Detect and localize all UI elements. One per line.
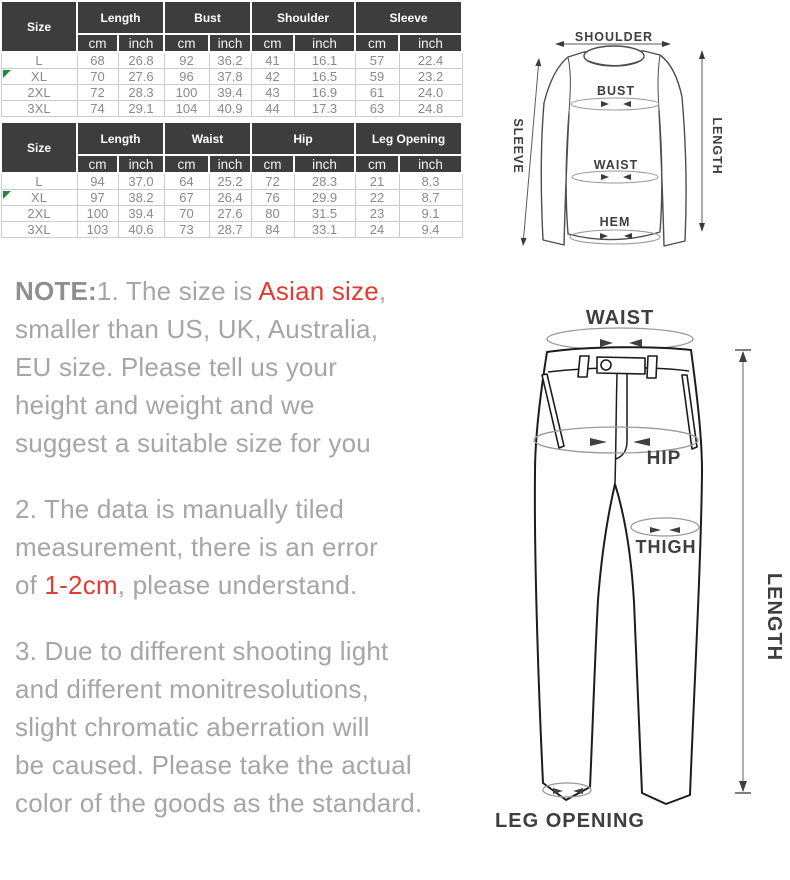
value-cell: 43 <box>251 85 294 101</box>
unit-header: cm <box>355 155 399 173</box>
value-cell: 36.2 <box>209 52 251 69</box>
value-cell: 38.2 <box>118 190 164 206</box>
value-cell: 22 <box>355 190 399 206</box>
value-cell: 31.5 <box>294 206 355 222</box>
note-text: , <box>378 276 387 306</box>
value-cell: 29.9 <box>294 190 355 206</box>
value-cell: 9.1 <box>399 206 462 222</box>
value-cell: 70 <box>164 206 209 222</box>
size-cell: XL <box>1 69 77 85</box>
column-header: Leg Opening <box>355 122 462 155</box>
note-text: EU size. Please tell us your <box>15 352 338 382</box>
value-cell: 72 <box>251 173 294 190</box>
note-text: suggest a suitable size for you <box>15 428 371 458</box>
note-text: height and weight and we <box>15 390 315 420</box>
waist-label: WAIST <box>593 158 639 172</box>
arrowhead <box>739 351 747 362</box>
table-row <box>1 190 462 206</box>
shirt-measurement-diagram <box>480 0 790 262</box>
table-row <box>1 101 462 117</box>
value-cell: 64 <box>164 173 209 190</box>
unit-header: cm <box>251 34 294 52</box>
note-line <box>15 784 470 822</box>
unit-header: cm <box>251 155 294 173</box>
value-cell: 24.0 <box>399 85 462 101</box>
note-text: color of the goods as the standard. <box>15 788 423 818</box>
belt-loop <box>578 356 589 377</box>
value-cell: 68 <box>77 52 118 69</box>
size-cell: 3XL <box>1 101 77 117</box>
value-cell: 41 <box>251 52 294 69</box>
size-cell: 3XL <box>1 222 77 238</box>
arrowhead <box>535 58 541 66</box>
value-cell: 70 <box>77 69 118 85</box>
value-cell: 16.5 <box>294 69 355 85</box>
size-cell: L <box>1 52 77 69</box>
note-text: measurement, there is an error <box>15 532 378 562</box>
value-cell: 23.2 <box>399 69 462 85</box>
column-header: Size <box>1 122 77 173</box>
note-text: and different monitresolutions, <box>15 674 370 704</box>
table-header <box>1 1 462 52</box>
unit-header: cm <box>164 34 209 52</box>
note-line <box>15 708 470 746</box>
arrowhead <box>521 238 527 246</box>
value-cell: 25.2 <box>209 173 251 190</box>
value-cell: 63 <box>355 101 399 117</box>
value-cell: 26.8 <box>118 52 164 69</box>
arrowhead <box>629 339 642 347</box>
arrowhead <box>600 339 613 347</box>
unit-header: inch <box>399 34 462 52</box>
note-text: be caused. Please take the actual <box>15 750 412 780</box>
note-3 <box>15 632 470 822</box>
size-cell: 2XL <box>1 85 77 101</box>
value-cell: 26.4 <box>209 190 251 206</box>
unit-header: inch <box>294 34 355 52</box>
note-line <box>15 386 470 424</box>
value-cell: 21 <box>355 173 399 190</box>
unit-header: inch <box>209 34 251 52</box>
highlighted-text: Asian size <box>258 276 379 306</box>
note-line <box>15 310 470 348</box>
value-cell: 72 <box>77 85 118 101</box>
thigh-label: THIGH <box>635 537 697 557</box>
note-2 <box>15 490 470 604</box>
value-cell: 24.8 <box>399 101 462 117</box>
column-header: Sleeve <box>355 1 462 34</box>
arrowhead <box>662 41 671 47</box>
table-row <box>1 173 462 190</box>
note-text: of <box>15 570 45 600</box>
waist-label: WAIST <box>585 307 655 329</box>
pants-outline <box>535 347 702 804</box>
value-cell: 37.8 <box>209 69 251 85</box>
top-size-table <box>0 0 463 117</box>
hip-label: HIP <box>646 448 682 469</box>
size-cell: XL <box>1 190 77 206</box>
hem-label: HEM <box>599 215 631 229</box>
note-text: slight chromatic aberration will <box>15 712 370 742</box>
value-cell: 44 <box>251 101 294 117</box>
note-line <box>15 348 470 386</box>
shoulder-label: SHOULDER <box>574 30 654 44</box>
value-cell: 8.3 <box>399 173 462 190</box>
value-cell: 8.7 <box>399 190 462 206</box>
length-label: LENGTH <box>710 117 724 175</box>
value-cell: 80 <box>251 206 294 222</box>
arrowhead <box>739 781 747 792</box>
length-label: LENGTH <box>763 572 785 662</box>
value-cell: 40.9 <box>209 101 251 117</box>
unit-header: inch <box>209 155 251 173</box>
unit-header: inch <box>294 155 355 173</box>
note-text: , please understand. <box>117 570 358 600</box>
note-text: 3. Due to different shooting light <box>15 636 389 666</box>
value-cell: 22.4 <box>399 52 462 69</box>
arrowhead <box>699 223 705 232</box>
note-line <box>15 424 470 462</box>
value-cell: 33.1 <box>294 222 355 238</box>
table-row <box>1 85 462 101</box>
note-text: 1. The size is <box>96 276 259 306</box>
value-cell: 23 <box>355 206 399 222</box>
note-1 <box>15 272 470 462</box>
value-cell: 74 <box>77 101 118 117</box>
note-line <box>15 566 470 604</box>
value-cell: 39.4 <box>118 206 164 222</box>
unit-header: cm <box>355 34 399 52</box>
value-cell: 9.4 <box>399 222 462 238</box>
unit-header: cm <box>164 155 209 173</box>
value-cell: 100 <box>77 206 118 222</box>
unit-header: cm <box>77 155 118 173</box>
arrowhead <box>699 50 705 59</box>
bust-label: BUST <box>596 84 636 98</box>
value-cell: 92 <box>164 52 209 69</box>
table-row <box>1 52 462 69</box>
value-cell: 24 <box>355 222 399 238</box>
value-cell: 39.4 <box>209 85 251 101</box>
value-cell: 84 <box>251 222 294 238</box>
value-cell: 17.3 <box>294 101 355 117</box>
value-cell: 94 <box>77 173 118 190</box>
table-row <box>1 69 462 85</box>
pants-measurement-diagram <box>480 300 790 840</box>
highlighted-text: 1-2cm <box>44 570 118 600</box>
arrowhead <box>555 41 564 47</box>
value-cell: 76 <box>251 190 294 206</box>
value-cell: 57 <box>355 52 399 69</box>
column-header: Waist <box>164 122 251 155</box>
note-line <box>15 272 470 310</box>
table-header <box>1 122 462 173</box>
unit-header: inch <box>399 155 462 173</box>
value-cell: 27.6 <box>209 206 251 222</box>
value-cell: 97 <box>77 190 118 206</box>
value-cell: 16.1 <box>294 52 355 69</box>
value-cell: 73 <box>164 222 209 238</box>
leg-opening-label: LEG OPENING <box>495 810 645 832</box>
value-cell: 40.6 <box>118 222 164 238</box>
value-cell: 29.1 <box>118 101 164 117</box>
unit-header: cm <box>77 34 118 52</box>
button <box>601 360 611 370</box>
note-text: smaller than US, UK, Australia, <box>15 314 379 344</box>
note-line <box>15 490 470 528</box>
table-body <box>1 52 462 117</box>
column-header: Size <box>1 1 77 52</box>
table-row <box>1 206 462 222</box>
value-cell: 61 <box>355 85 399 101</box>
value-cell: 16.9 <box>294 85 355 101</box>
value-cell: 42 <box>251 69 294 85</box>
value-cell: 59 <box>355 69 399 85</box>
value-cell: 28.7 <box>209 222 251 238</box>
unit-header: inch <box>118 155 164 173</box>
column-header: Hip <box>251 122 355 155</box>
bottom-size-table <box>0 121 463 238</box>
value-cell: 96 <box>164 69 209 85</box>
note-line <box>15 528 470 566</box>
column-header: Shoulder <box>251 1 355 34</box>
size-tables-section <box>0 0 463 238</box>
value-cell: 27.6 <box>118 69 164 85</box>
note-line <box>15 670 470 708</box>
column-header: Length <box>77 122 164 155</box>
value-cell: 28.3 <box>294 173 355 190</box>
note-line <box>15 746 470 784</box>
size-cell: 2XL <box>1 206 77 222</box>
value-cell: 28.3 <box>118 85 164 101</box>
value-cell: 67 <box>164 190 209 206</box>
sleeve-label: SLEEVE <box>511 118 525 174</box>
column-header: Length <box>77 1 164 34</box>
table-body <box>1 173 462 238</box>
note-line <box>15 632 470 670</box>
column-header: Bust <box>164 1 251 34</box>
note-label: NOTE: <box>15 276 97 306</box>
notes-section <box>15 272 470 850</box>
unit-header: inch <box>118 34 164 52</box>
collar <box>584 46 644 66</box>
value-cell: 37.0 <box>118 173 164 190</box>
value-cell: 104 <box>164 101 209 117</box>
size-cell: L <box>1 173 77 190</box>
value-cell: 100 <box>164 85 209 101</box>
value-cell: 103 <box>77 222 118 238</box>
note-text: 2. The data is manually tiled <box>15 494 345 524</box>
belt-loop <box>647 356 657 378</box>
table-row <box>1 222 462 238</box>
